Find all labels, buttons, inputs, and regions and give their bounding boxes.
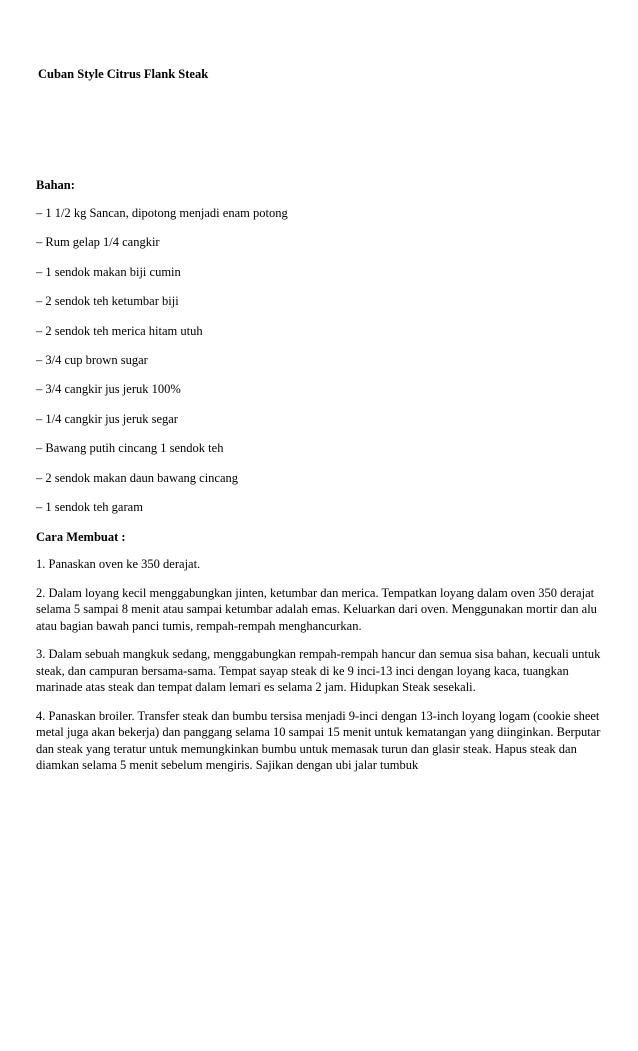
ingredient-item: – 1/4 cangkir jus jeruk segar	[36, 411, 178, 426]
ingredient-item: – Rum gelap 1/4 cangkir	[36, 235, 160, 250]
method-step: 1. Panaskan oven ke 350 derajat.	[36, 557, 201, 571]
ingredient-item: – 1 1/2 kg Sancan, dipotong menjadi enam potong	[36, 206, 288, 220]
ingredients-heading: Bahan:	[36, 178, 75, 192]
ingredient-item: – 2 sendok teh ketumbar biji	[36, 294, 179, 309]
method-step: 2. Dalam loyang kecil menggabungkan jinten, ketumbar dan merica. Tempatkan loyang dalam oven 350 derajat selama 5 sampai 8 menit atau sampai ketumbar adalah emas. Keluarkan dari oven. Menggunakan mortir dan alu atau bagian bawah panci tumis, rempah-rempah menghancurkan.	[36, 585, 597, 633]
ingredient-item: – 1 sendok makan biji cumin	[36, 264, 181, 279]
ingredient-item: – 3/4 cangkir jus jeruk 100%	[36, 382, 181, 397]
recipe-title: Cuban Style Citrus Flank Steak	[38, 67, 209, 81]
method-heading: Cara Membuat :	[36, 530, 126, 544]
method-steps	[36, 556, 611, 786]
method-step: 4. Panaskan broiler. Transfer steak dan bumbu tersisa menjadi 9-inci dengan 13-inch loyang logam (cookie sheet metal juga akan bekerja) dan panggang selama 10 sampai 15 menit untuk kematangan yang diinginkan. Berputar dan steak yang teratur untuk memungkinkan bumbu untuk memasak turun dan glasir steak. Hapus steak dan diamkan selama 5 menit sebelum mengiris. Sajikan dengan ubi jalar tumbuk	[36, 708, 601, 772]
ingredient-item: – 2 sendok makan daun bawang cincang	[36, 470, 239, 485]
method-step: 3. Dalam sebuah mangkuk sedang, menggabungkan rempah-rempah hancur dan semua sisa bahan, kecuali untuk steak, dan campuran bersama-sama. Tempat sayap steak di ke 9 inci-13 inci dengan loyang kaca, tuangkan marinade atas steak dan tempat dalam lemari es selama 2 jam. Hidupkan Steak sesekali.	[36, 647, 601, 694]
ingredients-list	[36, 205, 288, 528]
ingredient-item: – Bawang putih cincang 1 sendok teh	[36, 441, 224, 456]
ingredient-item: – 3/4 cup brown sugar	[36, 352, 148, 367]
ingredient-item: – 1 sendok teh garam	[36, 499, 143, 514]
ingredient-item: – 2 sendok teh merica hitam utuh	[36, 323, 203, 338]
